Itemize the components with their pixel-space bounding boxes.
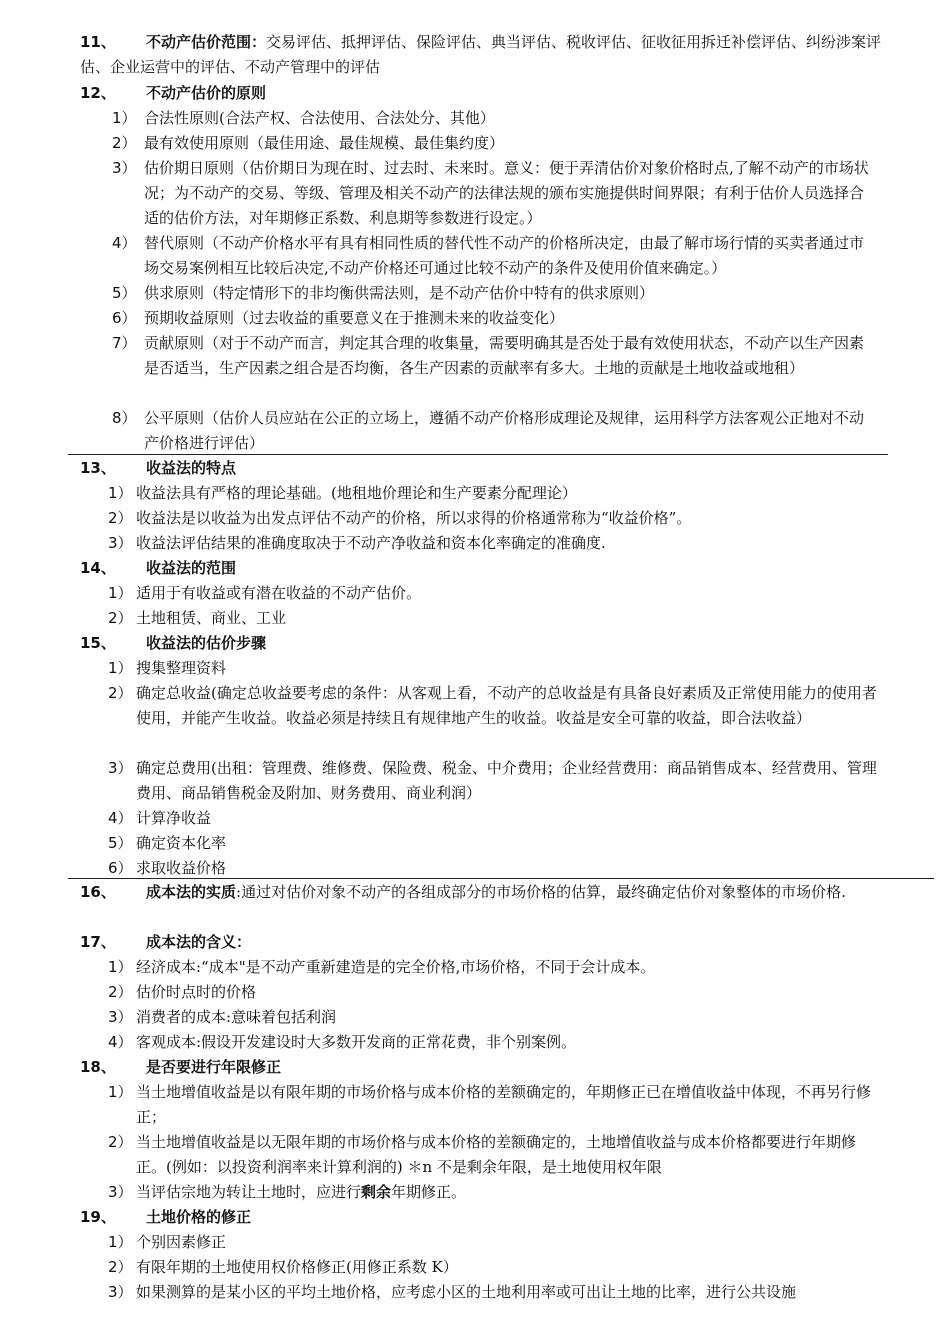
- item-text: 个别因素修正: [136, 1233, 227, 1251]
- item-text-emphasis: 剩余: [361, 1183, 392, 1201]
- item-number: 2）: [108, 983, 133, 1001]
- item-number: 4）: [112, 234, 137, 252]
- item-text: 消费者的成本:意味着包括利润: [136, 1008, 337, 1026]
- list-item: [108, 831, 880, 856]
- item-text: 替代原则（不动产价格水平有具有相同性质的替代性不动产的价格所决定，由最了解市场行情的买卖者通过市场交易案例相互比较后决定,不动产价格还可通过比较不动产的条件及使用价值来确定。）: [144, 234, 865, 277]
- divider: [68, 878, 934, 879]
- item-text: 如果测算的是某小区的平均土地价格，应考虑小区的土地利用率或可出让土地的比率，进行公共设施: [136, 1283, 797, 1301]
- item-number: 3）: [108, 1008, 133, 1026]
- section-15-heading: [80, 631, 900, 656]
- list-item: [108, 980, 880, 1005]
- section-number: 11、: [80, 33, 116, 51]
- section-16: [80, 880, 890, 905]
- item-number: 3）: [112, 159, 137, 177]
- item-number: 1）: [108, 958, 133, 976]
- section-text: 交易评估、抵押评估、保险评估、典当评估、税收评估、征收征用拆迁补偿评估、纠纷涉案评估、企业运营中的评估、不动产管理中的评估: [80, 33, 882, 76]
- list-item: [108, 606, 880, 631]
- list-item: [112, 106, 872, 131]
- item-text: 搜集整理资料: [136, 659, 227, 677]
- list-item: [108, 481, 880, 506]
- item-number: 6）: [112, 309, 137, 327]
- section-title: 成本法的含义：: [146, 933, 252, 951]
- item-number: 3）: [108, 1183, 133, 1201]
- list-item: [108, 756, 880, 806]
- item-number: 2）: [108, 1258, 133, 1276]
- list-item: [108, 681, 880, 731]
- item-number: 2）: [112, 134, 137, 152]
- item-number: 2）: [108, 1133, 133, 1151]
- item-number: 1）: [108, 659, 133, 677]
- section-14-heading: [80, 556, 900, 581]
- list-item: [108, 955, 880, 980]
- divider: [68, 454, 888, 455]
- section-13-heading: [80, 456, 900, 481]
- item-text: 预期收益原则（过去收益的重要意义在于推测未来的收益变化）: [144, 309, 565, 327]
- item-number: 4）: [108, 1033, 133, 1051]
- item-number: 3）: [108, 534, 133, 552]
- item-text: 贡献原则（对于不动产而言，判定其合理的收集量，需要明确其是否处于最有效使用状态，不动产以生产因素是否适当，生产因素之组合是否均衡，各生产因素的贡献率有多大。土地的贡献是土地收益或地租）: [144, 334, 865, 377]
- list-item: [108, 1005, 880, 1030]
- item-number: 8）: [112, 409, 137, 427]
- list-item: [108, 1030, 880, 1055]
- section-number: 18、: [80, 1058, 116, 1076]
- item-text: 估价时点时的价格: [136, 983, 257, 1001]
- list-item: [112, 306, 872, 331]
- section-12-heading: [80, 81, 900, 106]
- item-number: 2）: [108, 684, 133, 702]
- item-number: 3）: [108, 759, 133, 777]
- item-text: 当土地增值收益是以有限年期的市场价格与成本价格的差额确定的，年期修正已在增值收益中体现，不再另行修正；: [136, 1083, 872, 1126]
- section-11: [80, 30, 890, 80]
- list-item: [112, 331, 872, 381]
- item-text: 收益法具有严格的理论基础。(地租地价理论和生产要素分配理论）: [136, 484, 577, 502]
- list-item: [108, 806, 880, 831]
- list-item: [108, 581, 880, 606]
- section-title: 不动产估价的原则: [146, 84, 267, 102]
- list-item: [108, 1230, 880, 1255]
- section-title: 土地价格的修正: [146, 1208, 252, 1226]
- item-text: 当土地增值收益是以无限年期的市场价格与成本价格的差额确定的，土地增值收益与成本价格都要进行年期修正。(例如：以投资利润率来计算利润的) ＊n 不是剩余年限，是土地使用权年限: [136, 1133, 857, 1176]
- section-title: 是否要进行年限修正: [146, 1058, 282, 1076]
- list-item: [108, 506, 880, 531]
- list-item: [108, 1255, 880, 1280]
- list-item: [112, 156, 872, 231]
- section-title: 收益法的特点: [146, 459, 237, 477]
- section-title: 收益法的范围: [146, 559, 237, 577]
- item-number: 1）: [112, 109, 137, 127]
- item-number: 2）: [108, 509, 133, 527]
- item-text: 合法性原则(合法产权、合法使用、合法处分、其他）: [144, 109, 495, 127]
- item-text: 最有效使用原则（最佳用途、最佳规模、最佳集约度）: [144, 134, 505, 152]
- section-number: 14、: [80, 559, 116, 577]
- item-number: 3）: [108, 1283, 133, 1301]
- item-text: 经济成本:“成本"是不动产重新建造是的完全价格,市场价格，不同于会计成本。: [136, 958, 656, 976]
- item-number: 5）: [108, 834, 133, 852]
- item-text: 确定总收益(确定总收益要考虑的条件：从客观上看，不动产的总收益是有具备良好素质及正常使用能力的使用者使用，并能产生收益。收益必须是持续且有规律地产生的收益。收益是安全可靠的收益，即合法收益）: [136, 684, 877, 727]
- item-text: 收益法评估结果的准确度取决于不动产净收益和资本化率确定的准确度.: [136, 534, 606, 552]
- section-text: :通过对估价对象不动产的各组成部分的市场价格的估算，最终确定估价对象整体的市场价格.: [236, 883, 846, 901]
- item-text: 确定总费用(出租：管理费、维修费、保险费、税金、中介费用；企业经营费用：商品销售成本、经营费用、管理费用、商品销售税金及附加、财务费用、商业利润）: [136, 759, 877, 802]
- section-19-heading: [80, 1205, 900, 1230]
- item-number: 1）: [108, 1083, 133, 1101]
- item-text: 确定资本化率: [136, 834, 227, 852]
- list-item: [108, 531, 880, 556]
- item-text: 供求原则（特定情形下的非均衡供需法则，是不动产估价中特有的供求原则）: [144, 284, 655, 302]
- section-number: 19、: [80, 1208, 116, 1226]
- item-number: 7）: [112, 334, 137, 352]
- section-title: 成本法的实质: [146, 883, 237, 901]
- item-text: 收益法是以收益为出发点评估不动产的价格，所以求得的价格通常称为“收益价格”。: [136, 509, 692, 527]
- item-number: 1）: [108, 1233, 133, 1251]
- item-text: 公平原则（估价人员应站在公正的立场上，遵循不动产价格形成理论及规律，运用科学方法客观公正地对不动产价格进行评估）: [144, 409, 865, 452]
- item-text: 有限年期的土地使用权价格修正(用修正系数 K）: [136, 1258, 458, 1276]
- item-text: 土地租赁、商业、工业: [136, 609, 287, 627]
- list-item: [108, 1280, 880, 1305]
- item-text: 计算净收益: [136, 809, 212, 827]
- item-text: 适用于有收益或有潜在收益的不动产估价。: [136, 584, 422, 602]
- section-17-heading: [80, 930, 900, 955]
- list-item: [112, 131, 872, 156]
- section-18-heading: [80, 1055, 900, 1080]
- item-text: 客观成本:假设开发建设时大多数开发商的正常花费，非个别案例。: [136, 1033, 577, 1051]
- item-text: 估价期日原则（估价期日为现在时、过去时、未来时。意义：便于弄清估价对象价格时点,了解不动产的市场状况；为不动产的交易、等级、管理及相关不动产的法律法规的颁布实施提供时间界限；有利于估价人员选择合适的估价方法，对年期修正系数、利息期等参数进行设定。）: [144, 159, 869, 227]
- section-number: 12、: [80, 84, 116, 102]
- list-item: [108, 1180, 880, 1205]
- section-number: 15、: [80, 634, 116, 652]
- item-text-post: 年期修正。: [391, 1183, 467, 1201]
- list-item: [108, 656, 880, 681]
- item-number: 1）: [108, 484, 133, 502]
- item-number: 6）: [108, 859, 133, 877]
- list-item: [112, 281, 872, 306]
- item-text-pre: 当评估宗地为转让土地时，应进行: [136, 1183, 362, 1201]
- item-number: 1）: [108, 584, 133, 602]
- item-text: [136, 1180, 880, 1205]
- list-item: [108, 1080, 880, 1130]
- section-number: 13、: [80, 459, 116, 477]
- item-number: 4）: [108, 809, 133, 827]
- list-item: [108, 1130, 880, 1180]
- list-item: [112, 406, 872, 456]
- section-number: 17、: [80, 933, 116, 951]
- section-number: 16、: [80, 883, 116, 901]
- item-text: 求取收益价格: [136, 859, 227, 877]
- item-number: 5）: [112, 284, 137, 302]
- item-number: 2）: [108, 609, 133, 627]
- list-item: [112, 231, 872, 281]
- section-title: 收益法的估价步骤: [146, 634, 267, 652]
- section-title: 不动产估价范围：: [146, 33, 267, 51]
